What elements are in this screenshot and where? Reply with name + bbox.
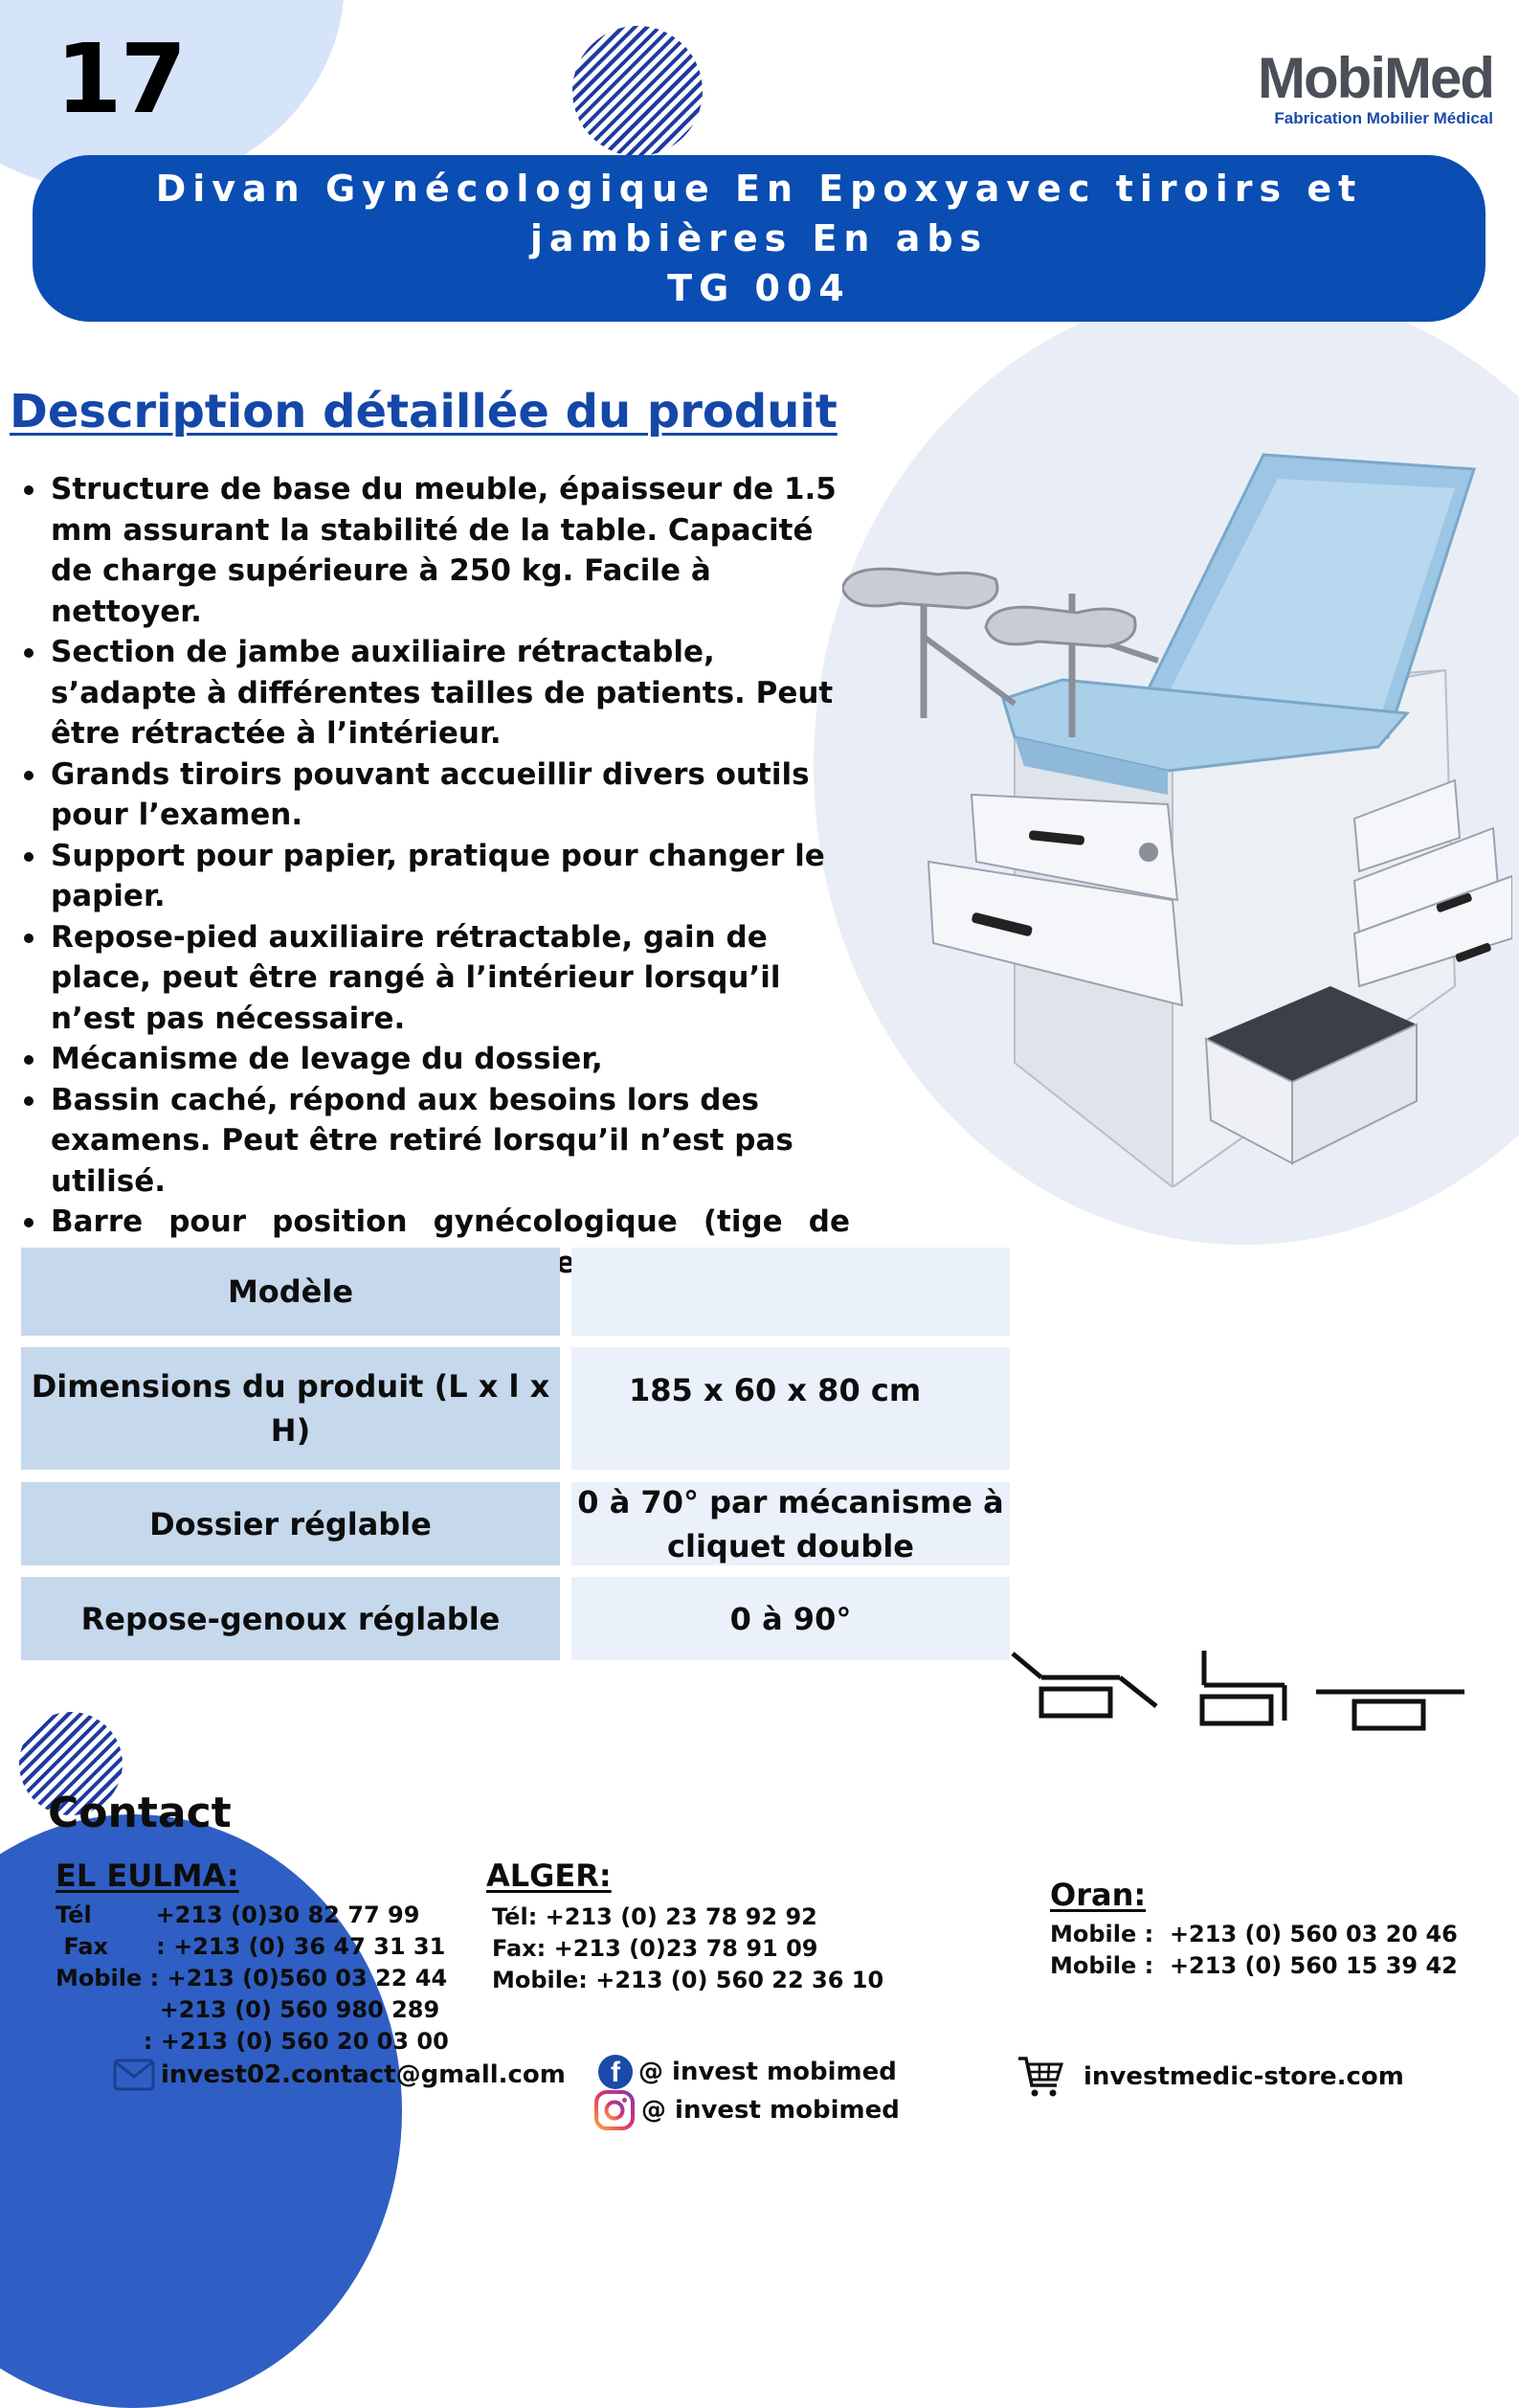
spec-value-dimensions: 185 x 60 x 80 cm [571,1347,1010,1470]
facebook-handle: @ invest mobimed [638,2058,897,2086]
contact-line: Mobile : +213 (0)560 03 22 44 [56,1965,448,1992]
contact-line: Fax: +213 (0)23 78 91 09 [492,1935,818,1962]
feature-item: Mécanisme de levage du dossier, [19,1039,850,1080]
contact-oran [1050,1877,1458,1982]
logo-tagline: Fabrication Mobilier Médical [1274,109,1493,127]
contact-line: Mobile: +213 (0) 560 22 36 10 [492,1967,884,1993]
leg-arm-left [924,637,1015,704]
contact-line: +213 (0) 560 980 289 [56,1996,440,2023]
position-icon-flat [1316,1692,1464,1728]
email-text: invest02.contact@gmall.com [161,2060,566,2089]
spec-value-model [571,1248,1010,1336]
feature-list [19,469,850,1324]
email-link[interactable] [113,2059,566,2091]
description-heading: Description détaillée du produit [10,385,838,439]
leg-holder-right [986,607,1135,646]
backrest-positions-diagram [1005,1649,1469,1740]
feature-item: Barre pour position gynécologique (tige de [19,1202,850,1324]
feature-item: Bassin caché, répond aux besoins lors des examens. Peut être retiré lorsqu’il n’est pas utilisé. [19,1080,850,1203]
spec-label-knee-rest: Repose-genoux réglable [21,1577,560,1660]
position-icon-upright [1202,1651,1284,1723]
city-oran: Oran: [1050,1877,1147,1913]
feature-item: Structure de base du meuble, épaisseur de 1.5 mm assurant la stabilité de la table. Capacité de charge supérieure à 250 kg. Facile à nettoyer. [19,469,850,632]
contact-alger [486,1857,883,1996]
mail-icon [113,2059,155,2091]
instagram-link[interactable] [593,2089,900,2131]
spec-value-knee-rest: 0 à 90° [571,1577,1010,1660]
spec-label-backrest: Dossier réglable [21,1482,560,1565]
brand-logo [1244,46,1493,128]
spec-label-model: Modèle [21,1248,560,1336]
city-el-eulma: EL EULMA: [56,1857,239,1894]
feature-item: Repose-pied auxiliaire rétractable, gain de place, peut être rangé à l’intérieur lorsqu’il n’est pas nécessaire. [19,917,850,1040]
contact-line: : +213 (0) 560 20 03 00 [56,2028,449,2055]
contact-line: Mobile : +213 (0) 560 15 39 42 [1050,1952,1458,1979]
product-reference: TG 004 [667,267,851,309]
contact-line: Fax : +213 (0) 36 47 31 31 [56,1933,446,1960]
lock-knob [1139,843,1158,862]
shopping-cart-icon [1016,2053,1064,2101]
feature-item: Support pour papier, pratique pour changer le papier. [19,836,850,917]
contact-line: Tél +213 (0)30 82 77 99 [56,1902,420,1928]
position-icon-tilted [1013,1654,1156,1716]
spec-label-dimensions: Dimensions du produit (L x l x H) [21,1347,560,1470]
website-url: investmedic-store.com [1083,2062,1404,2091]
contact-heading: Contact [48,1789,232,1837]
product-title: Divan Gynécologique En Epoxyavec tiroirs et jambières En abs [155,168,1363,259]
instagram-icon [593,2089,636,2131]
facebook-icon: f [598,2055,633,2089]
contact-el-eulma [56,1857,449,2058]
website-link[interactable] [1016,2053,1404,2101]
product-image-gynecological-couch [842,450,1512,1187]
spec-value-backrest: 0 à 70° par mécanisme à cliquet double [571,1482,1010,1565]
hatched-circle-decoration [572,26,703,156]
feature-item: Section de jambe auxiliaire rétractable, s’adapte à différentes tailles de patients. Peut être rétractée à l’intérieur. [19,632,850,754]
city-alger: ALGER: [486,1857,612,1894]
instagram-handle: @ invest mobimed [641,2096,900,2125]
contact-line: Mobile : +213 (0) 560 03 20 46 [1050,1921,1458,1947]
facebook-link[interactable] [598,2055,897,2089]
feature-item: Grands tiroirs pouvant accueillir divers outils pour l’examen. [19,754,850,836]
contact-line: Tél: +213 (0) 23 78 92 92 [492,1903,817,1930]
page-number: 17 [56,23,186,135]
leg-holder-left [842,569,997,608]
title-banner [33,155,1485,322]
logo-wordmark: MobiMed [1258,46,1493,110]
